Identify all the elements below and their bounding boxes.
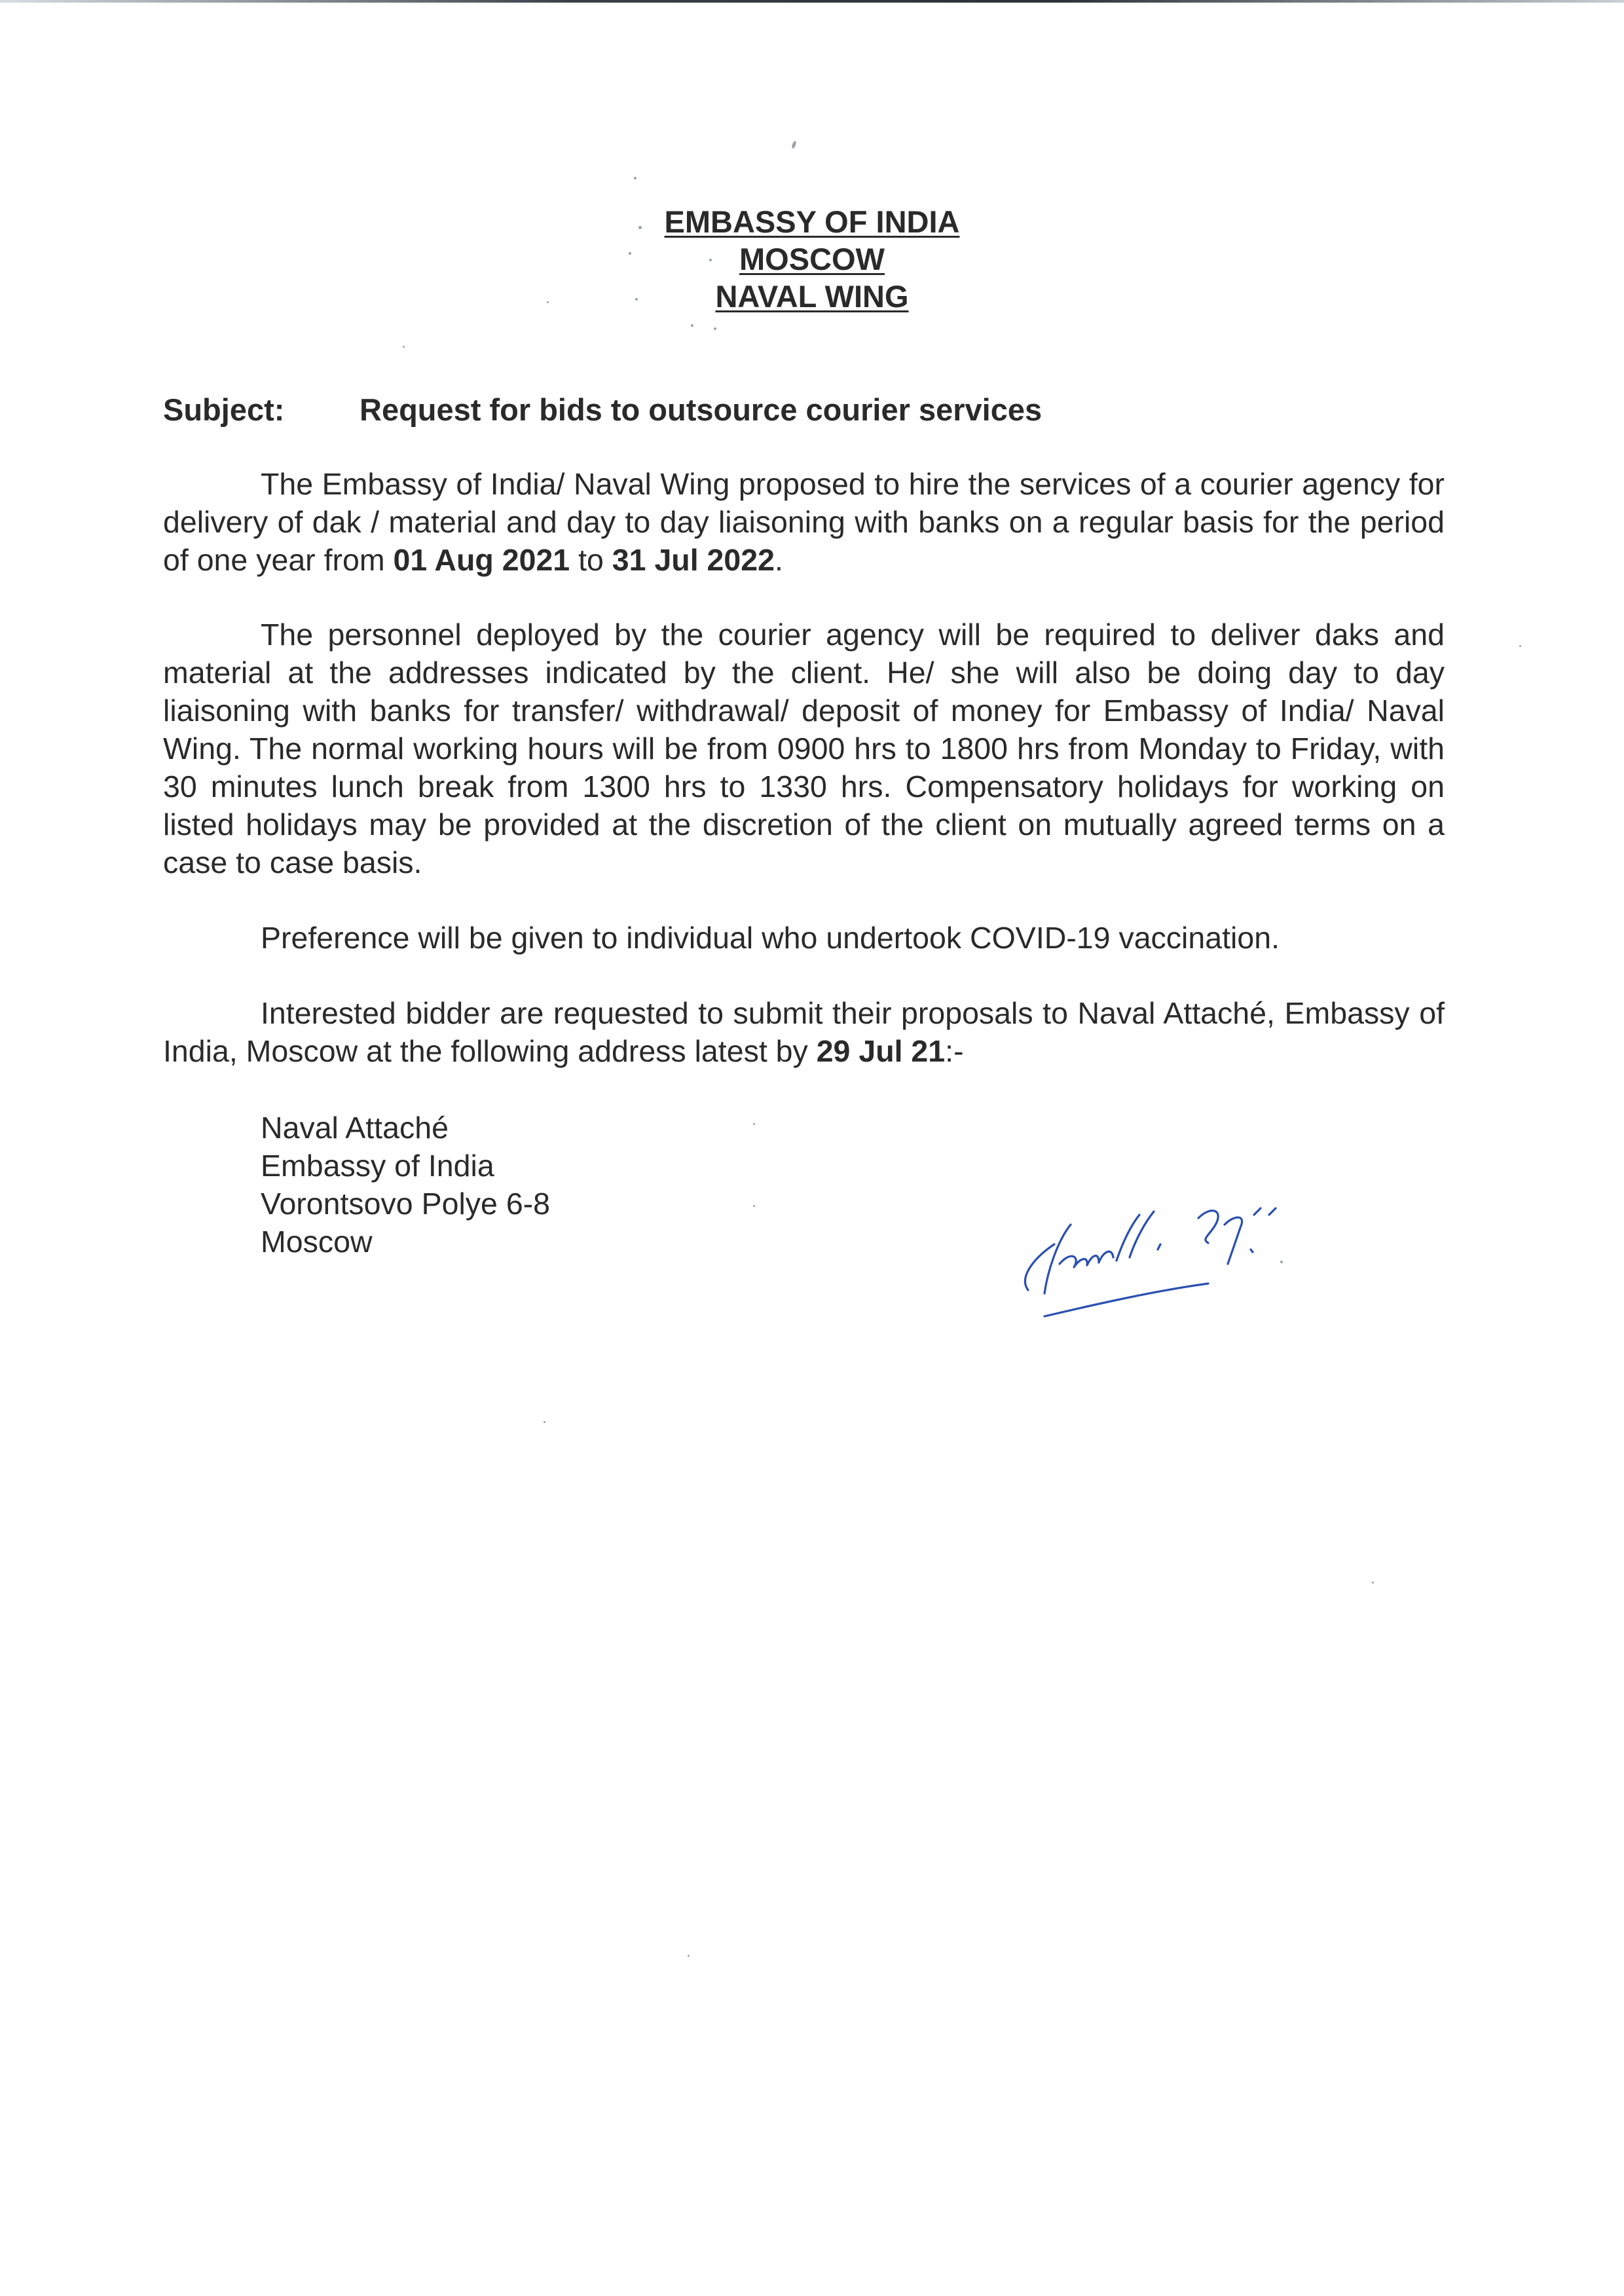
scan-speck bbox=[714, 327, 716, 330]
paragraph-duties: The personnel deployed by the courier agency will be required to deliver daks and material at the addresses indicated by the client. He/ she will also be doing day to day liaisoning with banks for transfer/ withdrawal/ deposit of money for Embassy of India/ Naval Wing. The normal working hours will be from 0900 hrs to 1800 hrs from Monday to Friday, with 30 minutes lunch break from 1300 hrs to 1330 hrs. Compensatory holidays for working on listed holidays may be provided at the discretion of the client on mutually agreed terms on a case to case basis. bbox=[163, 618, 1445, 880]
scan-speck bbox=[544, 1421, 545, 1423]
scan-speck bbox=[753, 1123, 755, 1125]
address-line-1: Naval Attaché bbox=[261, 1111, 449, 1145]
scan-speck bbox=[547, 301, 549, 303]
scan-speck bbox=[791, 141, 797, 149]
address-line-2: Embassy of India bbox=[261, 1149, 494, 1183]
scan-speck bbox=[403, 346, 405, 348]
deadline-date: 29 Jul 21 bbox=[816, 1034, 946, 1068]
scan-speck bbox=[629, 252, 631, 255]
scan-speck bbox=[688, 1955, 690, 1957]
scan-speck bbox=[1519, 645, 1521, 647]
header-wing: NAVAL WING bbox=[715, 279, 909, 314]
scan-speck bbox=[1280, 1261, 1283, 1263]
header-embassy: EMBASSY OF INDIA bbox=[664, 204, 960, 239]
sig-stroke-1 bbox=[1025, 1212, 1160, 1293]
scan-speck bbox=[634, 177, 637, 179]
handwritten-signature bbox=[982, 1179, 1349, 1329]
scan-speck bbox=[753, 1205, 755, 1207]
scan-top-edge bbox=[0, 0, 1624, 3]
scan-speck bbox=[635, 298, 638, 301]
signature-strokes bbox=[1025, 1208, 1276, 1316]
end-date: 31 Jul 2022 bbox=[612, 543, 775, 577]
subject-label: Subject: bbox=[163, 392, 285, 427]
scan-speck bbox=[638, 226, 642, 229]
scan-speck bbox=[709, 259, 712, 261]
address-line-4: Moscow bbox=[261, 1225, 373, 1259]
start-date: 01 Aug 2021 bbox=[393, 543, 570, 577]
subject-text: Request for bids to outsource courier services bbox=[360, 392, 1043, 427]
paragraph-hire-services: The Embassy of India/ Naval Wing proposed to hire the services of a courier agency for delivery of dak / material and day to day liaisoning with banks on a regular basis for the period of one year from 01 Aug 2021 to 31 Jul 2022. bbox=[163, 467, 1445, 577]
letterhead bbox=[0, 203, 1624, 315]
sig-underline bbox=[1044, 1284, 1208, 1316]
address-block bbox=[261, 1109, 550, 1261]
header-city: MOSCOW bbox=[739, 242, 885, 276]
paragraph-preference: Preference will be given to individual who undertook COVID-19 vaccination. bbox=[261, 921, 1280, 955]
sig-stroke-2 bbox=[1198, 1208, 1276, 1264]
paragraph-submission: Interested bidder are requested to submit their proposals to Naval Attaché, Embassy of India, Moscow at the following address latest by 29 Jul 21:- bbox=[163, 996, 1445, 1068]
subject-line bbox=[163, 391, 1042, 429]
address-line-3: Vorontsovo Polye 6-8 bbox=[261, 1187, 551, 1221]
scan-speck bbox=[691, 324, 693, 327]
scan-speck bbox=[1372, 1582, 1374, 1583]
